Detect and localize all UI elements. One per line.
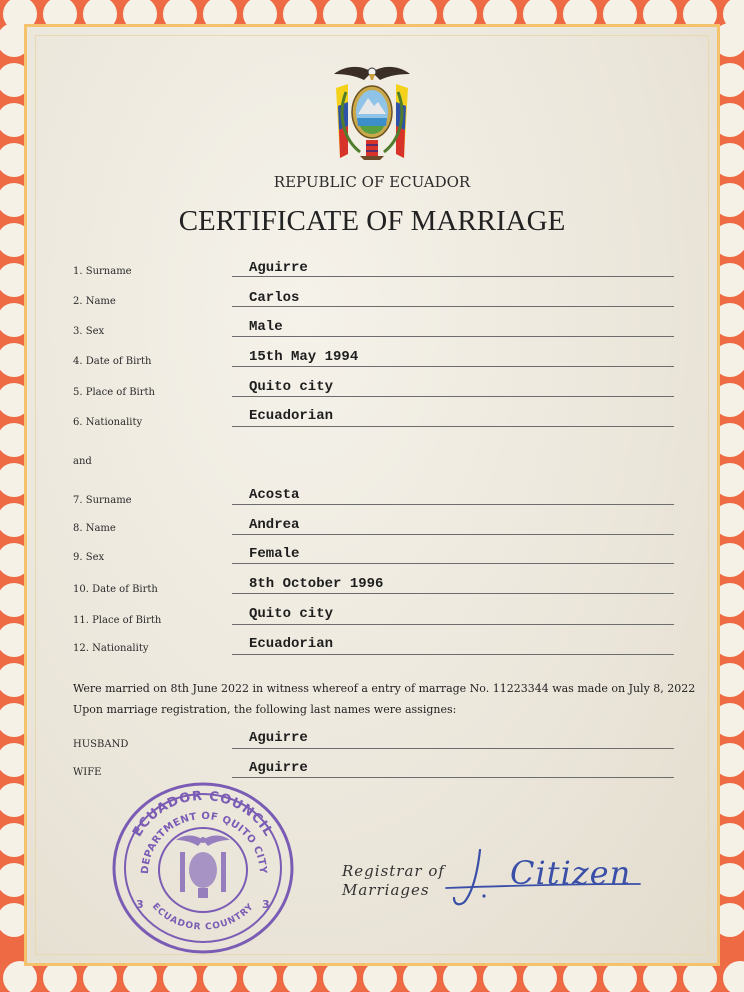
registration-statement: Upon marriage registration, the following last names were assignes: [73, 703, 457, 716]
field-label: 1. Surname [73, 266, 132, 277]
field-label: HUSBAND [73, 739, 129, 750]
field-underline [232, 777, 674, 778]
field-value: Quito city [249, 606, 334, 622]
field-underline [232, 748, 674, 749]
field-underline [232, 504, 674, 505]
field-underline [232, 534, 674, 535]
field-underline [232, 654, 674, 655]
field-label: 2. Name [73, 296, 116, 307]
field-label: 9. Sex [73, 552, 105, 563]
coat-of-arms-icon [330, 62, 414, 166]
field-label: 10. Date of Birth [73, 584, 158, 595]
field-row-pob-2 [0, 606, 744, 630]
field-label: 8. Name [73, 523, 116, 534]
field-value: Aguirre [249, 260, 308, 276]
field-value: Male [249, 319, 283, 335]
council-stamp [112, 782, 294, 954]
field-underline [232, 276, 674, 277]
field-underline [232, 563, 674, 564]
field-label: WIFE [73, 767, 102, 778]
field-value: Andrea [249, 517, 300, 533]
field-row-sex-1 [0, 318, 744, 342]
stamp-top-text: ECUADOR COUNCIL [129, 788, 277, 840]
stamp-emblem-icon [176, 836, 230, 899]
and-connector: and [73, 456, 92, 467]
field-value: Quito city [249, 379, 334, 395]
field-underline [232, 306, 674, 307]
field-row-nationality-2 [0, 636, 744, 660]
field-value: Ecuadorian [249, 636, 334, 652]
svg-text:ECUADOR COUNTRY [150, 902, 256, 933]
field-value: 15th May 1994 [249, 349, 359, 365]
certificate-title: CERTIFICATE OF MARRIAGE [178, 205, 566, 237]
stamp-bottom-text: ECUADOR COUNTRY [149, 901, 257, 933]
field-label: 7. Surname [73, 495, 132, 506]
field-underline [232, 426, 674, 427]
field-value: Acosta [249, 487, 300, 503]
field-row-dob-1 [0, 348, 744, 372]
field-label: 6. Nationality [73, 417, 143, 428]
field-label: 11. Place of Birth [73, 615, 162, 626]
field-value: Carlos [249, 290, 300, 306]
field-label: 3. Sex [73, 326, 105, 337]
field-value: Female [249, 546, 300, 562]
field-label: 4. Date of Birth [73, 356, 152, 367]
signature-text: Citizen [510, 854, 632, 892]
stamp-right-mark: 3 [262, 898, 270, 911]
field-value: Ecuadorian [249, 408, 334, 424]
field-underline [232, 624, 674, 625]
field-row-pob-1 [0, 378, 744, 402]
field-label: 12. Nationality [73, 643, 149, 654]
stamp-left-mark: 3 [136, 898, 144, 911]
field-underline [232, 593, 674, 594]
field-label: 5. Place of Birth [73, 387, 155, 398]
country-heading: REPUBLIC OF ECUADOR [273, 173, 471, 191]
field-value: 8th October 1996 [249, 576, 384, 592]
field-row-husband [0, 730, 744, 754]
field-value: Aguirre [249, 760, 308, 776]
stamp-inner-text: DEPARTMENT OF QUITO CITY [139, 810, 269, 875]
registrar-line-2: Marriages [342, 881, 430, 899]
field-row-name-2 [0, 516, 744, 540]
field-underline [232, 396, 674, 397]
field-underline [232, 336, 674, 337]
field-row-dob-2 [0, 576, 744, 600]
field-value: Aguirre [249, 730, 308, 746]
field-underline [232, 366, 674, 367]
registrar-signature [440, 838, 650, 918]
field-row-wife [0, 760, 744, 784]
field-row-surname-1 [0, 258, 744, 282]
registrar-line-1: Registrar of [342, 862, 445, 880]
marriage-statement: Were married on 8th June 2022 in witness whereof a entry of marrage No. 11223344 was made on July 8, 2022 [73, 682, 696, 695]
field-row-sex-2 [0, 545, 744, 569]
border-scallop [723, 961, 744, 992]
field-row-surname-2 [0, 487, 744, 511]
field-row-nationality-1 [0, 408, 744, 432]
field-row-name-1 [0, 288, 744, 312]
registrar-title [342, 862, 445, 900]
